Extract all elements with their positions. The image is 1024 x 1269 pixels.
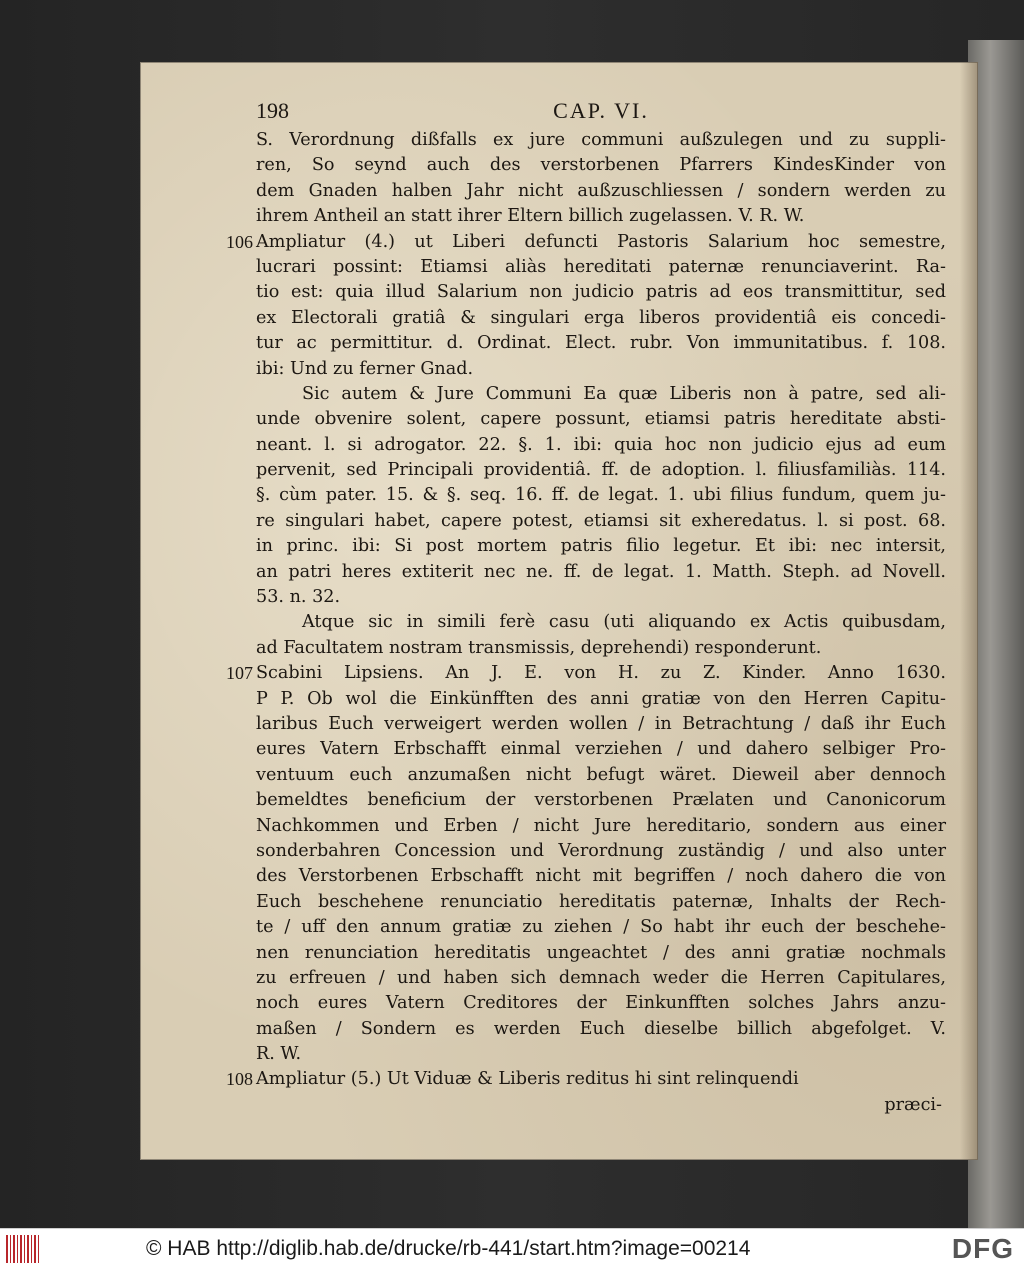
text-line: ventuum euch anzumaßen nicht befugt wäret. Dieweil aber dennoch — [256, 764, 946, 785]
text-line: bemeldtes beneficium der verstorbenen Prælaten und Canonicorum — [256, 790, 946, 811]
text-line: Ampliatur (4.) ut Liberi defuncti Pastoris Salarium hoc semestre, — [256, 231, 946, 252]
dfg-logo: DFG — [951, 1233, 1014, 1264]
paragraph-number: 106 — [226, 231, 253, 252]
paragraph — [256, 128, 946, 230]
text-line: ihrem Antheil an statt ihrer Eltern billich zugelassen. V. R. W. — [256, 206, 805, 227]
text-line: re singulari habet, capere potest, etiamsi sit exheredatus. l. si post. 68. — [256, 510, 946, 531]
text-line: P P. Ob wol die Einkünfften des anni gratiæ von den Herren Capitu- — [256, 688, 946, 709]
text-line: ad Facultatem nostram transmissis, deprehendi) responderunt. — [256, 637, 822, 658]
text-line: lucrari possint: Etiamsi aliàs hereditati paternæ renunciaverint. Ra- — [256, 256, 946, 277]
text-line: ibi: Und zu ferner Gnad. — [256, 358, 474, 379]
text-line: Nachkommen und Erben / nicht Jure hereditario, sondern aus einer — [256, 815, 946, 836]
paragraph — [226, 661, 946, 1067]
text-line: neant. l. si adrogator. 22. §. 1. ibi: quia hoc non judicio ejus ad eum — [256, 434, 946, 455]
page-binding-shadow — [960, 62, 978, 1160]
text-line: 53. n. 32. — [256, 587, 341, 608]
paragraph-number: 108 — [226, 1069, 253, 1090]
paragraph — [256, 382, 946, 611]
viewer-footer — [0, 1228, 1024, 1269]
paragraph — [226, 230, 946, 382]
text-line: ren, So seynd auch des verstorbenen Pfarrers KindesKinder von — [256, 155, 946, 176]
text-line: an patri heres extiterit nec ne. ff. de legat. 1. Matth. Steph. ad Novell. — [256, 561, 946, 582]
paragraph-number: 107 — [226, 663, 253, 684]
page-body — [226, 128, 946, 1093]
page-number: 198 — [256, 98, 289, 123]
text-line: te / uff den annum gratiæ zu ziehen / So habt ihr euch der beschehe- — [256, 917, 946, 938]
text-line: maßen / Sondern es werden Euch dieselbe billich abgefolget. V. — [256, 1018, 946, 1039]
copyright-link[interactable]: © HAB http://diglib.hab.de/drucke/rb-441/start.htm?image=00214 — [146, 1237, 751, 1260]
text-line: pervenit, sed Principali providentiâ. ff. de adoption. l. filiusfamiliàs. 114. — [256, 460, 946, 481]
text-line: zu erfreuen / und haben sich demnach weder die Herren Capitulares, — [256, 967, 946, 988]
text-line: in princ. ibi: Si post mortem patris filio legetur. Et ibi: nec intersit, — [256, 536, 946, 557]
page-text-block — [226, 98, 946, 1118]
catchword: præci- — [884, 1094, 942, 1115]
text-line: ex Electorali gratiâ & singulari erga liberos providentiâ eis concedi- — [256, 307, 946, 328]
page-header — [256, 98, 946, 128]
text-line: §. cùm pater. 15. & §. seq. 16. ff. de legat. 1. ubi filius fundum, quem ju- — [256, 485, 946, 506]
text-line: tio est: quia illud Salarium non judicio patris ad eos transmittitur, sed — [256, 282, 946, 303]
text-line: laribus Euch verweigert werden wollen / in Betrachtung / daß ihr Euch — [256, 713, 946, 734]
text-line: Sic autem & Jure Communi Ea quæ Liberis non à patre, sed ali- — [302, 383, 946, 404]
text-line: tur ac permittitur. d. Ordinat. Elect. rubr. Von immunitatibus. f. 108. — [256, 333, 946, 354]
text-line: eures Vatern Erbschafft einmal verziehen / und dahero selbiger Pro- — [256, 739, 946, 760]
text-line: nen renunciation hereditatis ungeachtet / des anni gratiæ nochmals — [256, 942, 946, 963]
text-line: S. Verordnung dißfalls ex jure communi außzulegen und zu suppli- — [256, 130, 946, 150]
running-head: CAP. VI. — [553, 98, 649, 123]
paragraph — [256, 610, 946, 661]
text-line: dem Gnaden halben Jahr nicht außzuschliessen / sondern werden zu — [256, 180, 946, 201]
text-line: noch eures Vatern Creditores der Einkunfften solches Jahrs anzu- — [256, 993, 946, 1014]
text-line: unde obvenire solent, capere possunt, etiamsi patris hereditate absti- — [256, 409, 946, 430]
paragraph — [226, 1067, 946, 1092]
text-line: sonderbahren Concession und Verordnung zuständig / und also unter — [256, 840, 946, 861]
book-page — [140, 62, 978, 1160]
text-line: Atque sic in simili ferè casu (uti aliquando ex Actis quibusdam, — [302, 612, 946, 633]
text-line: Ampliatur (5.) Ut Viduæ & Liberis reditus hi sint relinquendi — [256, 1069, 799, 1090]
text-line: Euch beschehene renunciatio hereditatis paternæ, Inhalts der Rech- — [256, 891, 946, 912]
text-line: Scabini Lipsiens. An J. E. von H. zu Z. Kinder. Anno 1630. — [256, 663, 946, 684]
hab-logo-icon — [6, 1235, 40, 1263]
text-line: R. W. — [256, 1044, 302, 1065]
text-line: des Verstorbenen Erbschafft nicht mit begriffen / noch dahero die von — [256, 866, 946, 887]
